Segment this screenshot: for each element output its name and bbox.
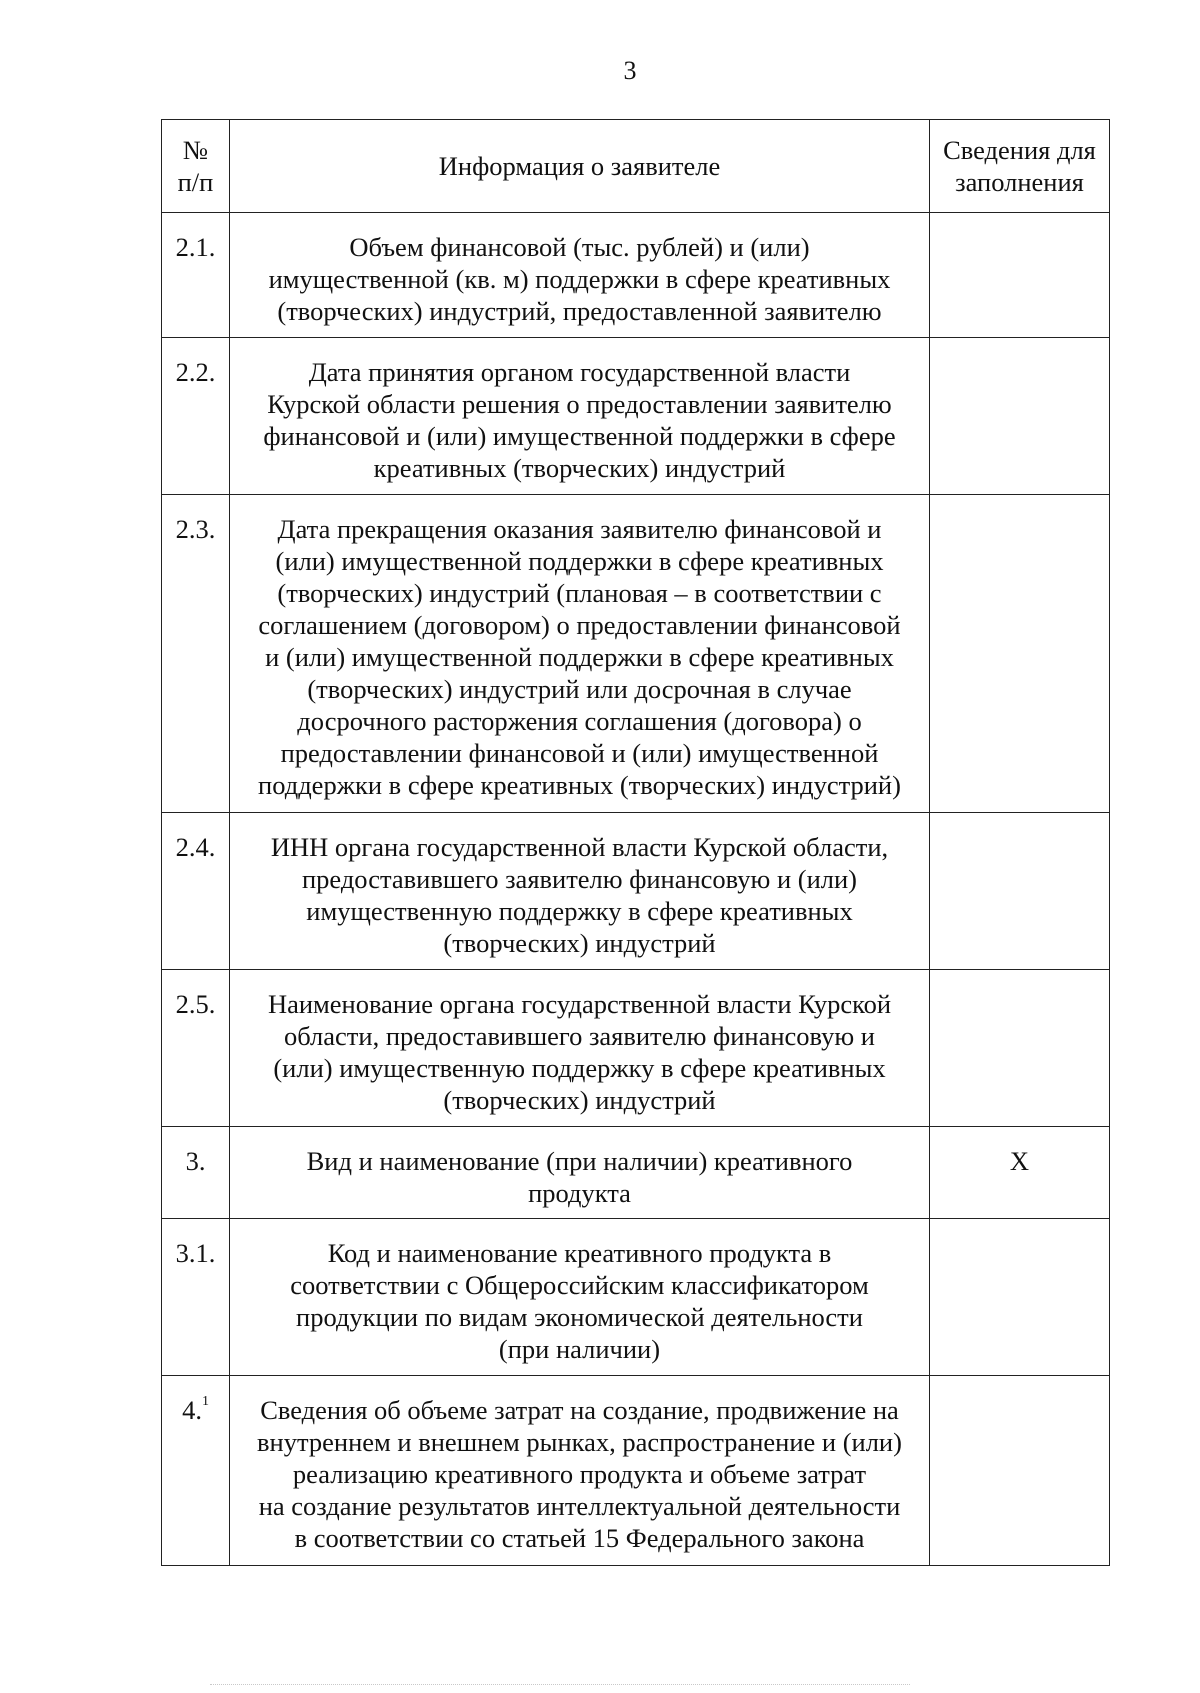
table-row bbox=[162, 1219, 1110, 1376]
row-info-cell bbox=[230, 213, 930, 338]
row-info-line: финансовой и (или) имущественной поддержки в сфере bbox=[263, 421, 896, 451]
row-number: 2.5. bbox=[175, 989, 216, 1019]
row-fill-cell bbox=[930, 1376, 1110, 1566]
row-info-cell bbox=[230, 813, 930, 970]
row-fill-cell bbox=[930, 1219, 1110, 1376]
table-row bbox=[162, 338, 1110, 495]
table-row bbox=[162, 1376, 1110, 1566]
row-info-line: Наименование органа государственной власти Курской bbox=[267, 989, 892, 1019]
row-info-line: (или) имущественной поддержки в сфере креативных bbox=[275, 546, 884, 576]
header-row-number bbox=[162, 120, 230, 213]
row-number-cell bbox=[162, 970, 230, 1127]
row-info-line: Объем финансовой (тыс. рублей) и (или) bbox=[349, 232, 810, 262]
row-info-line: соответствии с Общероссийским классификатором bbox=[290, 1270, 869, 1300]
row-info-line: и (или) имущественной поддержки в сфере креативных bbox=[265, 642, 894, 672]
row-info-line: предоставившего заявителю финансовую и (или) bbox=[301, 864, 858, 894]
header-applicant-info: Информация о заявителе bbox=[230, 120, 930, 213]
row-info-line: реализацию креативного продукта и объеме затрат bbox=[292, 1459, 867, 1489]
applicant-info-table bbox=[161, 119, 1110, 1566]
row-fill-cell bbox=[930, 213, 1110, 338]
row-number: 3.1. bbox=[175, 1238, 216, 1268]
row-info-line: (творческих) индустрий (плановая – в соответствии с bbox=[277, 578, 882, 608]
row-number: 4. bbox=[182, 1395, 202, 1425]
row-number-cell bbox=[162, 813, 230, 970]
row-info-line: Дата прекращения оказания заявителю финансовой и bbox=[277, 514, 882, 544]
row-info-line: предоставлении финансовой и (или) имущественной bbox=[280, 738, 879, 768]
row-number: 2.1. bbox=[175, 232, 216, 262]
row-number-cell bbox=[162, 213, 230, 338]
header-num-line2: п/п bbox=[177, 167, 214, 197]
row-info-line: соглашением (договором) о предоставлении финансовой bbox=[258, 610, 901, 640]
row-info-line: Код и наименование креативного продукта в bbox=[327, 1238, 832, 1268]
scan-artifact-line bbox=[210, 1684, 910, 1687]
row-info-line: (творческих) индустрий, предоставленной заявителю bbox=[277, 296, 882, 326]
row-info-line: (при наличии) bbox=[498, 1334, 661, 1364]
table-row bbox=[162, 1127, 1110, 1219]
row-info-line: Вид и наименование (при наличии) креативного bbox=[306, 1146, 853, 1176]
header-fill-line2: заполнения bbox=[955, 167, 1084, 197]
row-info-cell bbox=[230, 495, 930, 813]
row-info-line: продукции по видам экономической деятельности bbox=[296, 1302, 863, 1332]
row-fill-value: Х bbox=[1009, 1146, 1030, 1176]
table-row bbox=[162, 495, 1110, 813]
row-info-line: поддержки в сфере креативных (творческих) индустрий) bbox=[258, 770, 901, 800]
row-info-line: (творческих) индустрий или досрочная в случае bbox=[307, 674, 852, 704]
row-info-line: Курской области решения о предоставлении заявителю bbox=[267, 389, 892, 419]
row-info-line: Дата принятия органом государственной власти bbox=[308, 357, 851, 387]
row-info-line: на создание результатов интеллектуальной деятельности bbox=[258, 1491, 901, 1521]
row-number-cell bbox=[162, 338, 230, 495]
row-number-footnote-mark: 1 bbox=[201, 1394, 209, 1410]
table-row bbox=[162, 213, 1110, 338]
header-fill-data bbox=[930, 120, 1110, 213]
row-number-cell bbox=[162, 1219, 230, 1376]
row-number: 2.3. bbox=[175, 514, 216, 544]
row-number: 2.2. bbox=[175, 357, 216, 387]
row-info-line: креативных (творческих) индустрий bbox=[373, 453, 786, 483]
row-number-cell bbox=[162, 1127, 230, 1219]
header-num-line1: № bbox=[182, 135, 209, 165]
row-number-cell bbox=[162, 495, 230, 813]
row-fill-cell bbox=[930, 338, 1110, 495]
row-info-cell bbox=[230, 970, 930, 1127]
row-info-cell bbox=[230, 1376, 930, 1566]
page-number: 3 bbox=[623, 56, 637, 85]
row-number: 3. bbox=[185, 1146, 206, 1176]
row-info-cell bbox=[230, 1127, 930, 1219]
row-number: 2.4. bbox=[175, 832, 216, 862]
row-info-cell bbox=[230, 1219, 930, 1376]
table-body bbox=[162, 213, 1110, 1566]
row-fill-cell bbox=[930, 970, 1110, 1127]
row-info-line: (творческих) индустрий bbox=[443, 928, 716, 958]
table-row bbox=[162, 813, 1110, 970]
row-fill-cell bbox=[930, 813, 1110, 970]
row-fill-cell bbox=[930, 495, 1110, 813]
row-info-line: имущественной (кв. м) поддержки в сфере креативных bbox=[268, 264, 891, 294]
row-info-line: Сведения об объеме затрат на создание, продвижение на bbox=[260, 1395, 899, 1425]
row-info-line: досрочного расторжения соглашения (договора) о bbox=[297, 706, 862, 736]
row-fill-cell bbox=[930, 1127, 1110, 1219]
table-row bbox=[162, 970, 1110, 1127]
row-info-line: внутреннем и внешнем рынках, распространение и (или) bbox=[257, 1427, 902, 1457]
row-info-line: ИНН органа государственной власти Курской области, bbox=[270, 832, 889, 862]
row-info-line: (творческих) индустрий bbox=[443, 1085, 716, 1115]
row-info-line: продукта bbox=[528, 1178, 631, 1208]
row-number-cell bbox=[162, 1376, 230, 1566]
row-info-cell bbox=[230, 338, 930, 495]
row-info-line: имущественную поддержку в сфере креативных bbox=[306, 896, 853, 926]
row-info-line: области, предоставившего заявителю финансовую и bbox=[283, 1021, 875, 1051]
row-info-line: в соответствии со статьей 15 Федерального закона bbox=[294, 1523, 865, 1553]
table-header-row bbox=[162, 120, 1110, 213]
header-fill-line1: Сведения для bbox=[943, 135, 1096, 165]
row-info-line: (или) имущественную поддержку в сфере креативных bbox=[273, 1053, 886, 1083]
